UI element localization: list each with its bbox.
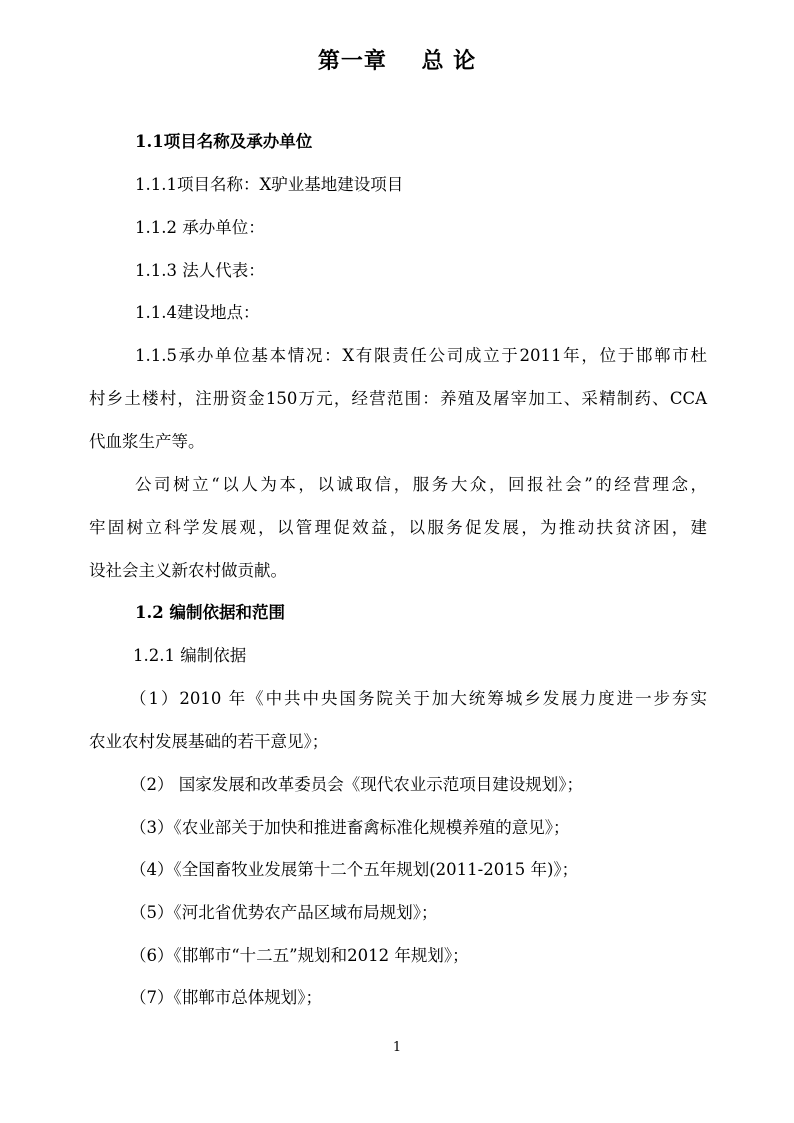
basis-item-6: （6）《邯郸市“十二五”规划和2012 年规划》；	[130, 946, 469, 965]
chapter-title: 第一章 总 论	[317, 48, 477, 74]
unit-basic-info-line-2: 村乡土楼村，注册资金150万元，经营范围：养殖及屠宰加工、采精制药、CCA	[89, 389, 707, 408]
basis-item-5: （5）《河北省优势农产品区域布局规划》；	[130, 903, 438, 922]
page-number: 1	[392, 1040, 402, 1055]
company-philosophy-line-1: 公司树立“以人为本，以诚取信，服务大众，回报社会”的经营理念，	[135, 475, 707, 494]
unit-basic-info-line-1: 1.1.5承办单位基本情况：X有限责任公司成立于2011年，位于邯郸市杜	[135, 346, 707, 365]
basis-item-3: （3）《农业部关于加快和推进畜禽标准化规模养殖的意见》；	[130, 818, 570, 837]
undertaking-unit-line: 1.1.2 承办单位：	[135, 218, 265, 237]
company-philosophy-line-2: 牢固树立科学发展观，以管理促效益，以服务促发展，为推动扶贫济困，建	[89, 518, 707, 537]
basis-item-2: （2） 国家发展和改革委员会《现代农业示范项目建设规划》；	[130, 775, 583, 794]
unit-basic-info-line-3: 代血浆生产等。	[89, 432, 205, 451]
section-heading-1-2: 1.2 编制依据和范围	[135, 603, 285, 622]
legal-representative-line: 1.1.3 法人代表：	[135, 261, 265, 280]
basis-item-1-line-1: （1）2010 年《中共中央国务院关于加大统筹城乡发展力度进一步夯实	[130, 689, 707, 708]
basis-item-7: （7）《邯郸市总体规划》；	[130, 988, 322, 1007]
company-philosophy-line-3: 设社会主义新农村做贡献。	[89, 561, 287, 580]
basis-item-1-line-2: 农业农村发展基础的若干意见》；	[89, 732, 329, 751]
compilation-basis-heading: 1.2.1 编制依据	[133, 646, 247, 665]
project-name-line: 1.1.1项目名称：X驴业基地建设项目	[135, 175, 404, 194]
section-heading-1-1: 1.1项目名称及承办单位	[135, 132, 313, 151]
construction-site-line: 1.1.4建设地点：	[135, 303, 260, 322]
basis-item-4: （4）《全国畜牧业发展第十二个五年规划(2011-2015 年)》；	[130, 860, 579, 879]
